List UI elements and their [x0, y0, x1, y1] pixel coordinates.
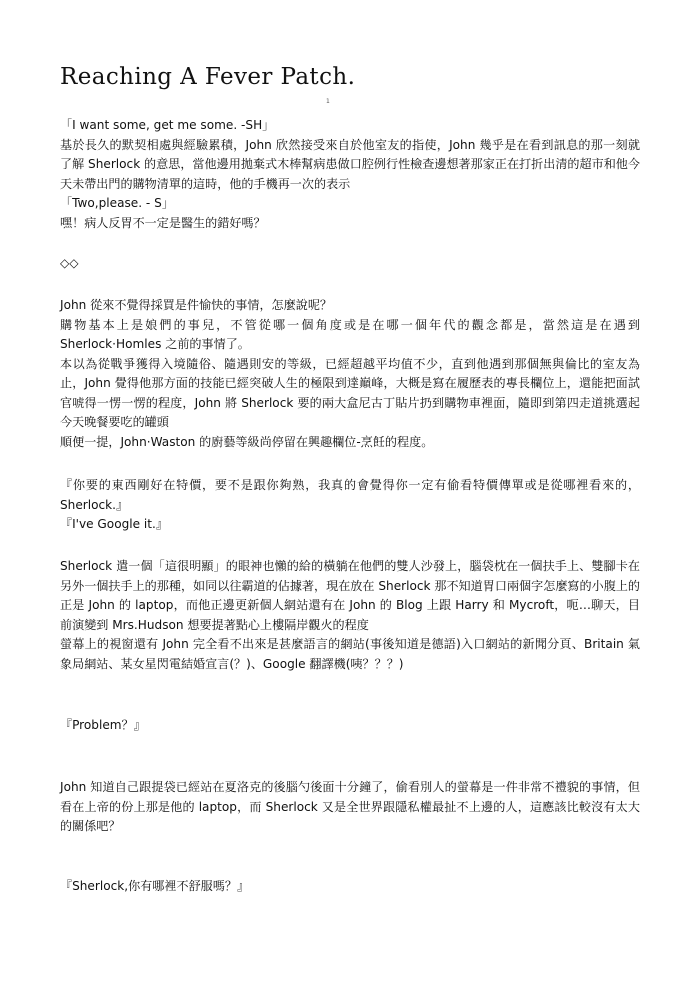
paragraph-block-4 — [60, 557, 640, 674]
paragraph-text: John 從來不覺得採買是件愉快的事情，怎麼說呢？ — [60, 298, 333, 312]
paragraph-text: Sherlock 遣一個「這很明顯」的眼神也懶的給的橫躺在他們的雙人沙發上，腦袋枕在一個扶手上、雙腳卡在另外一個扶手上的那種，如同以往霸道的佔據著，現在放在 Sherlock 那不知道胃口兩個字怎麼寫的小腹上的正是 John 的 laptop，而他正邊更新個人網站還有在 John 的 Blog 上跟 Harry 和 Mycroft，呃…聊天，目前演變到 Mrs.Hudson 想要提著點心上樓隔岸觀火的程度 — [60, 559, 640, 632]
paragraph-text: 基於長久的默契相處與經驗累積，John 欣然接受來自於他室友的指使，John 幾乎是在看到訊息的那一刻就了解 Sherlock 的意思，當他邊用拋棄式木棒幫病患做口腔例行性檢查邊想著那家正在打折出清的超市和他今天未帶出門的購物清單的這時，他的手機再一次的表示 — [60, 137, 640, 191]
paragraph-block-1 — [60, 116, 640, 233]
paragraph-text: 購物基本上是娘們的事兒，不管從哪一個角度或是在哪一個年代的觀念都是，當然這是在遇到 Sherlock·Homles 之前的事情了。 — [60, 317, 640, 351]
dialogue-line: 『你要的東西剛好在特價，要不是跟你夠熟，我真的會覺得你一定有偷看特價傳單或是從哪裡看來的，Sherlock.』 — [60, 478, 640, 512]
paragraph-text: 本以為從戰爭獲得入境隨俗、隨遇則安的等級，已經超越平均值不少，直到他遇到那個無與倫比的室友為止，John 覺得他那方面的技能已經突破人生的極限到達巔峰，大概是寫在履歷表的專長欄位上，還能把面試官唬得一愣一愣的程度，John 將 Sherlock 要的兩大盒尼古丁貼片扔到購物車裡面，隨即到第四走道挑選起今天晚餐要吃的罐頭 — [60, 356, 640, 429]
section-separator: ◇◇ — [60, 256, 79, 270]
paragraph-text: 嘿！病人反胃不一定是醫生的錯好嗎？ — [60, 215, 266, 230]
footnote-mark: 1 — [326, 98, 330, 105]
paragraph-text: 順便一提，John·Waston 的廚藝等級尚停留在興趣欄位-烹飪的程度。 — [60, 434, 434, 449]
paragraph-text: 螢幕上的視窗還有 John 完全看不出來是甚麼語言的網站(事後知道是德語)入口網站的新聞分頁、Britain 氣象局網站、某女星閃電結婚宣言(？)、Google 翻譯機(咦？？？) — [60, 637, 640, 671]
sms-message-1: 「I want some, get me some. -SH」 — [60, 118, 275, 132]
paragraph-block-6 — [60, 778, 640, 837]
document-title: Reaching A Fever Patch. — [60, 64, 356, 90]
dialogue-line-sherlock: 『Sherlock,你有哪裡不舒服嗎？』 — [60, 879, 250, 893]
dialogue-line-problem: 『Problem？』 — [60, 718, 146, 732]
sms-message-2: 「Two,please. - S」 — [60, 196, 174, 210]
dialogue-block-1 — [60, 476, 640, 535]
dialogue-line: 『I've Google it.』 — [60, 517, 168, 531]
paragraph-text: John 知道自己跟提袋已經站在夏洛克的後腦勺後面十分鐘了，偷看別人的螢幕是一件非常不禮貌的事情，但看在上帝的份上那是他的 laptop，而 Sherlock 又是全世界跟隱私權最扯不上邊的人，這應該比較沒有太大的關係吧？ — [60, 780, 640, 833]
paragraph-block-2 — [60, 296, 640, 452]
